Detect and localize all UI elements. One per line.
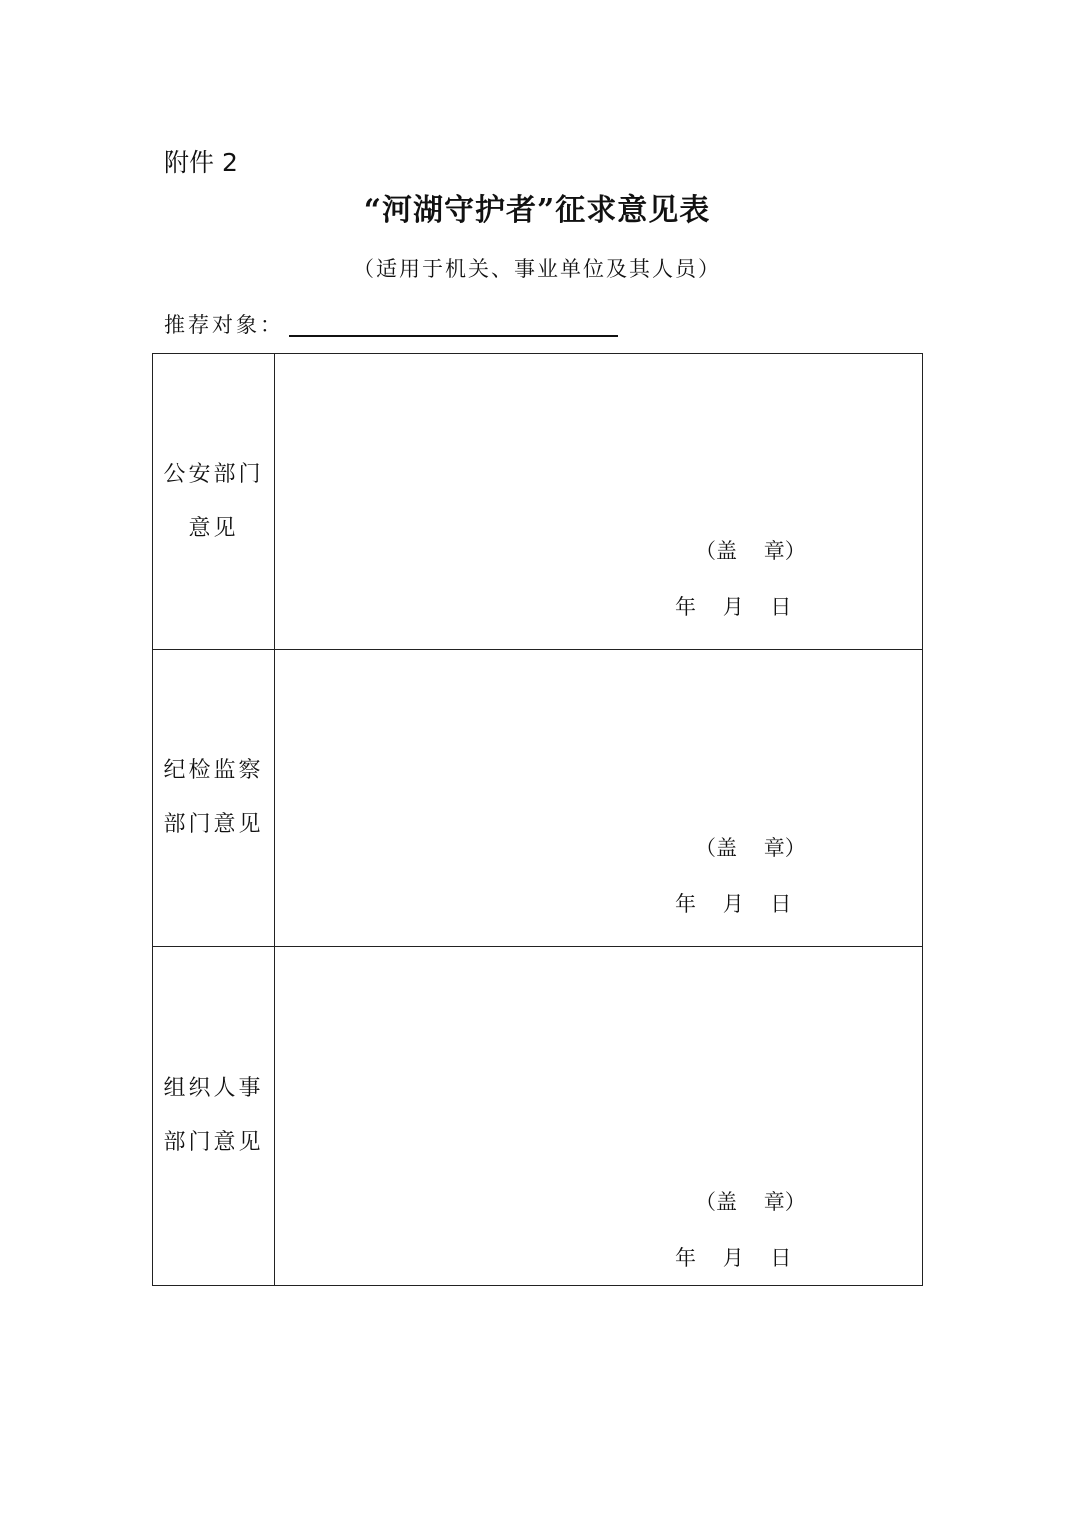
opinion-field-police[interactable] xyxy=(275,354,923,650)
row-label-line2: 意见 xyxy=(188,515,239,541)
row-label-discipline xyxy=(153,650,275,947)
row-label-personnel xyxy=(153,947,275,1286)
row-label-line2: 部门意见 xyxy=(163,812,264,837)
opinion-field-personnel[interactable] xyxy=(275,947,923,1286)
recommend-input-line[interactable] xyxy=(289,335,618,337)
date-text: 年 月 日 xyxy=(675,595,792,619)
page-subtitle: （适用于机关、事业单位及其人员） xyxy=(353,257,721,281)
seal-text: （盖 章） xyxy=(695,539,806,563)
seal-text: （盖 章） xyxy=(695,836,806,860)
page-title: “河湖守护者”征求意见表 xyxy=(363,193,711,228)
row-label-line1: 公安部门 xyxy=(163,461,264,487)
table-row-personnel xyxy=(153,947,923,1286)
seal-text: （盖 章） xyxy=(695,1190,806,1214)
date-text: 年 月 日 xyxy=(675,892,792,916)
row-label-police xyxy=(153,354,275,650)
date-text: 年 月 日 xyxy=(675,1246,792,1270)
row-label-line1: 组织人事 xyxy=(163,1076,264,1101)
table-row-discipline xyxy=(153,650,923,947)
attachment-label: 附件 2 xyxy=(164,148,238,177)
row-label-line1: 纪检监察 xyxy=(163,758,264,783)
opinion-field-discipline[interactable] xyxy=(275,650,923,947)
recommend-label: 推荐对象： xyxy=(164,313,284,337)
table-row-police xyxy=(153,354,923,650)
opinion-table xyxy=(152,353,923,1286)
row-label-line2: 部门意见 xyxy=(163,1130,264,1155)
